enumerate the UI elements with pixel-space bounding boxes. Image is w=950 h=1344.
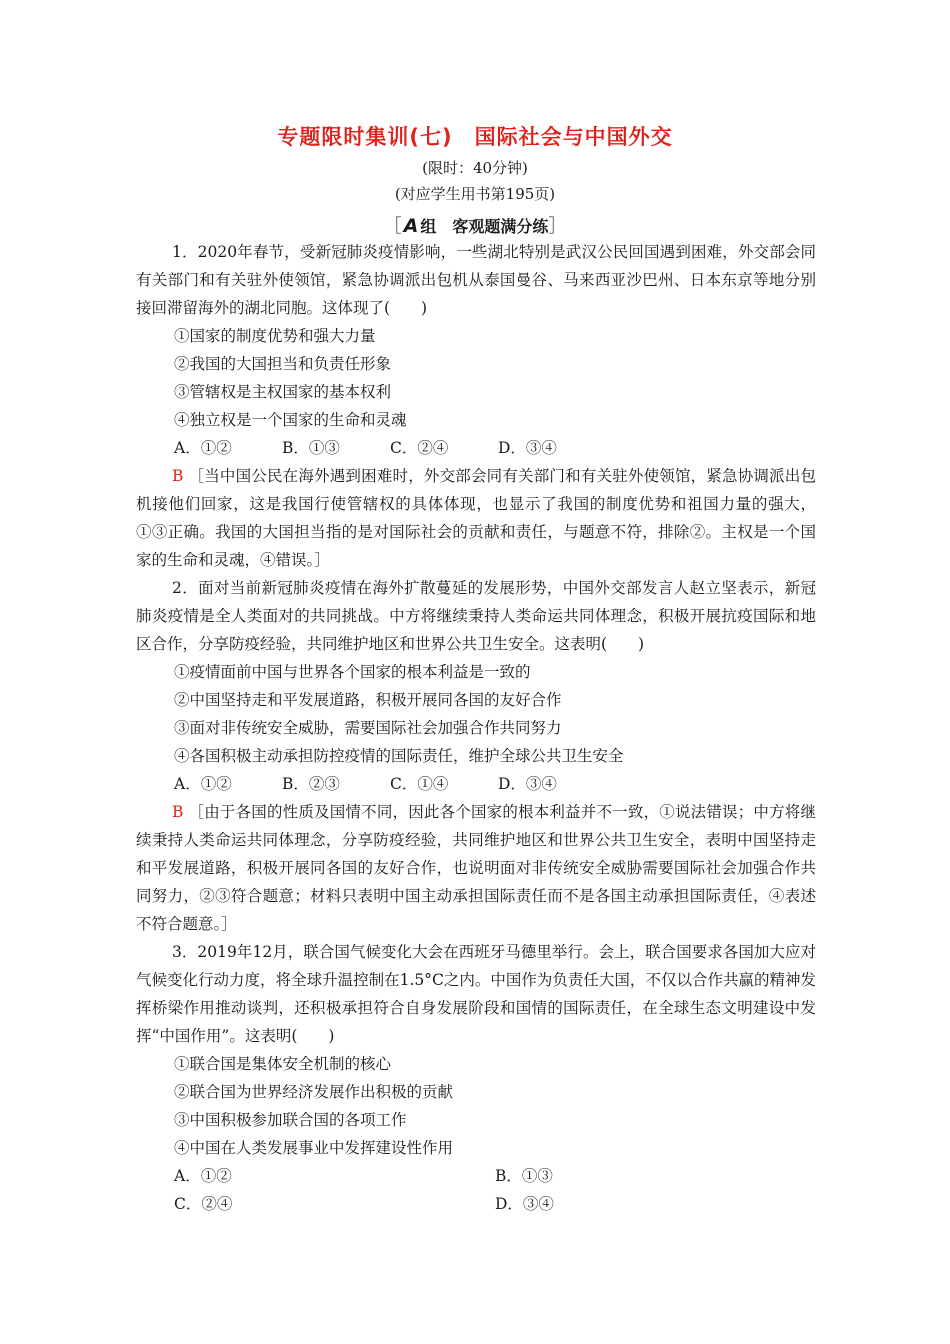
choice-c: C．②④ [390,439,449,457]
choice-d: D．③④ [495,1195,554,1213]
answer-analysis [136,798,816,938]
option-3: ③面对非传统安全威胁，需要国际社会加强合作共同努力 [174,719,562,737]
analysis-text: ［当中国公民在海外遇到困难时，外交部会同有关部门和有关驻外使领馆，紧急协调派出包机接他们回家，这是我国行使管辖权的具体体现，也显示了我国的制度优势和祖国力量的强大，①③正确。我国的大国担当指的是对国际社会的贡献和责任，与题意不符，排除②。主权是一个国家的生命和灵魂，④错误。］ [136,467,816,569]
question-1 [136,238,816,574]
option-1: ①联合国是集体安全机制的核心 [174,1055,392,1073]
analysis-text: ［由于各国的性质及国情不同，因此各个国家的根本利益并不一致，①说法错误；中方将继续秉持人类命运共同体理念，分享防疫经验，共同维护地区和世界公共卫生安全，表明中国坚持走和平发展道路，积极开展同各国的友好合作，也说明面对非传统安全威胁需要国际社会加强合作共同努力，②③符合题意；材料只表明中国主动承担国际责任而不是各国主动承担国际责任，④表述不符合题意。］ [136,803,816,933]
question-3 [136,938,816,1218]
group-label: 组 客观题满分练 [420,217,549,236]
question-stem: 1．2020年春节，受新冠肺炎疫情影响，一些湖北特别是武汉公民回国遇到困难，外交部会同有关部门和有关驻外使领馆，紧急协调派出包机从泰国曼谷、马来西亚沙巴州、日本东京等地分别接回滞留海外的湖北同胞。这体现了( ) [136,243,816,317]
group-bracket-open: ［ [383,216,402,237]
answer-choices-row-2 [136,1190,816,1218]
answer-letter: B [172,803,184,821]
book-reference: (对应学生用书第195页) [394,185,556,203]
option-2: ②中国坚持走和平发展道路，积极开展同各国的友好合作 [174,691,562,709]
choice-a: A．①② [174,439,232,457]
option-3: ③管辖权是主权国家的基本权利 [174,383,392,401]
option-2: ②我国的大国担当和负责任形象 [174,355,392,373]
choice-a: A．①② [174,1167,232,1185]
answer-letter: B [172,467,184,485]
choice-b: B．②③ [282,775,340,793]
option-1: ①国家的制度优势和强大力量 [174,327,376,345]
choice-d: D．③④ [498,439,557,457]
choice-c: C．①④ [390,775,449,793]
group-bracket-close: ］ [548,216,567,237]
choice-c: C．②④ [174,1195,233,1213]
question-2 [136,574,816,938]
group-letter: A [403,215,419,237]
option-4: ④各国积极主动承担防控疫情的国际责任，维护全球公共卫生安全 [174,747,624,765]
choice-b: B．①③ [495,1167,553,1185]
option-1: ①疫情面前中国与世界各个国家的根本利益是一致的 [174,663,531,681]
choice-d: D．③④ [498,775,557,793]
page-title: 专题限时集训(七) 国际社会与中国外交 [277,125,673,149]
question-stem: 2．面对当前新冠肺炎疫情在海外扩散蔓延的发展形势，中国外交部发言人赵立坚表示，新冠肺炎疫情是全人类面对的共同挑战。中方将继续秉持人类命运共同体理念，积极开展抗疫国际和地区合作，分享防疫经验，共同维护地区和世界公共卫生安全。这表明( ) [136,579,816,653]
group-heading [0,212,950,238]
answer-choices [136,770,816,798]
time-limit: (限时：40分钟) [422,159,528,177]
question-stem: 3．2019年12月，联合国气候变化大会在西班牙马德里举行。会上，联合国要求各国加大应对气候变化行动力度，将全球升温控制在1.5°C之内。中国作为负责任大国，不仅以合作共赢的精神发挥桥梁作用推动谈判，还积极承担符合自身发展阶段和国情的国际责任，在全球生态文明建设中发挥“中国作用”。这表明( ) [136,943,816,1045]
choice-a: A．①② [174,775,232,793]
option-4: ④独立权是一个国家的生命和灵魂 [174,411,407,429]
option-2: ②联合国为世界经济发展作出积极的贡献 [174,1083,454,1101]
answer-choices [136,434,816,462]
option-4: ④中国在人类发展事业中发挥建设性作用 [174,1139,454,1157]
option-3: ③中国积极参加联合国的各项工作 [174,1111,407,1129]
answer-choices-row-1 [136,1162,816,1190]
choice-b: B．①③ [282,439,340,457]
answer-analysis [136,462,816,574]
questions-body [136,238,816,1218]
